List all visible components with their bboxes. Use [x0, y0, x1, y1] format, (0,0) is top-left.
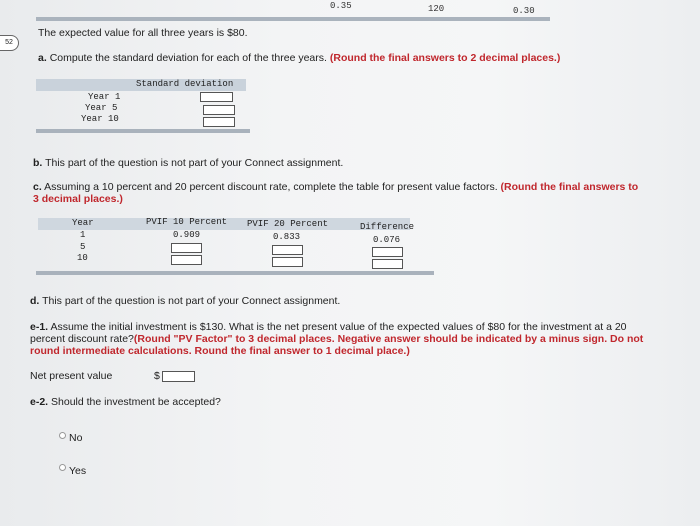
year-10-label: Year 10: [81, 114, 119, 124]
part-d-label: d.: [30, 295, 40, 307]
pvif-col-10: PVIF 10 Percent: [146, 217, 228, 227]
part-d-text: This part of the question is not part of your Connect assignment.: [42, 295, 341, 307]
part-c-instruction-2: 3 decimal places.): [33, 193, 123, 205]
std-dev-year-5-input[interactable]: [203, 105, 235, 115]
pvif-20-year-1: 0.833: [273, 232, 301, 242]
part-d-prompt: [30, 295, 340, 307]
part-e1-instruction-2: round intermediate calculations. Round the final answer to 1 decimal place.): [30, 345, 410, 357]
diff-year-1: 0.076: [373, 235, 401, 245]
part-c-instruction-1: (Round the final answers to: [500, 181, 639, 193]
pvif-20-year-5-input[interactable]: [272, 245, 303, 255]
year-5-label: Year 5: [85, 103, 118, 113]
part-e1-text-1: Assume the initial investment is $130. What is the net present value of the expected values of $80 for the investment at a 20: [50, 321, 627, 333]
part-e2-prompt: [30, 396, 221, 408]
part-e2-text: Should the investment be accepted?: [51, 396, 221, 408]
npv-label: Net present value: [30, 370, 113, 382]
part-e1-label: e-1.: [30, 321, 49, 333]
part-b-label: b.: [33, 157, 43, 169]
yes-option-label: Yes: [69, 465, 87, 477]
part-c-prompt: [33, 181, 638, 193]
table-divider: [36, 17, 550, 21]
pvif-year-5: 5: [80, 242, 86, 252]
part-b-prompt: [33, 157, 343, 169]
question-number-badge: 52: [0, 35, 19, 51]
npv-input[interactable]: [162, 371, 195, 382]
no-option-label: No: [69, 432, 83, 444]
pvif-col-diff: Difference: [360, 222, 415, 232]
std-dev-year-10-input[interactable]: [203, 117, 235, 127]
part-a-label: a.: [38, 52, 47, 64]
pvif-table-bottom: [36, 271, 434, 275]
no-radio[interactable]: [59, 432, 66, 439]
npv-currency: $: [154, 370, 160, 382]
std-dev-table-bottom: [36, 129, 250, 133]
pvif-10-year-10-input[interactable]: [171, 255, 202, 265]
pvif-10-year-1: 0.909: [173, 230, 201, 240]
pvif-col-20: PVIF 20 Percent: [247, 219, 329, 229]
diff-year-5-input[interactable]: [372, 247, 403, 257]
part-e1-text-2: percent discount rate?: [30, 333, 134, 345]
part-e2-label: e-2.: [30, 396, 49, 408]
pvif-year-10: 10: [77, 253, 88, 263]
pvif-col-year: Year: [72, 218, 94, 228]
std-dev-year-1-input[interactable]: [200, 92, 233, 102]
year-1-label: Year 1: [88, 92, 121, 102]
part-c-text: Assuming a 10 percent and 20 percent discount rate, complete the table for present value factors.: [44, 181, 498, 193]
top-mid-value: 120: [428, 4, 445, 14]
yes-radio[interactable]: [59, 464, 66, 471]
part-a-instruction: (Round the final answers to 2 decimal places.): [329, 52, 561, 64]
part-a-text: Compute the standard deviation for each of the three years.: [49, 52, 327, 64]
top-left-value: 0.35: [330, 1, 352, 11]
part-e1-instruction-1: (Round "PV Factor" to 3 decimal places. Negative answer should be indicated by a minus sign. Do not: [133, 333, 644, 345]
part-e1-line-2: [30, 333, 643, 345]
top-right-value: 0.30: [513, 6, 535, 16]
pvif-year-1: 1: [80, 230, 86, 240]
intro-text: The expected value for all three years is $80.: [38, 27, 248, 39]
pvif-20-year-10-input[interactable]: [272, 257, 303, 267]
std-dev-header: Standard deviation: [136, 79, 234, 89]
part-a-prompt: [38, 52, 560, 64]
diff-year-10-input[interactable]: [372, 259, 403, 269]
part-b-text: This part of the question is not part of your Connect assignment.: [45, 157, 344, 169]
part-e1-line-1: [30, 321, 627, 333]
part-c-label: c.: [33, 181, 42, 193]
pvif-10-year-5-input[interactable]: [171, 243, 202, 253]
